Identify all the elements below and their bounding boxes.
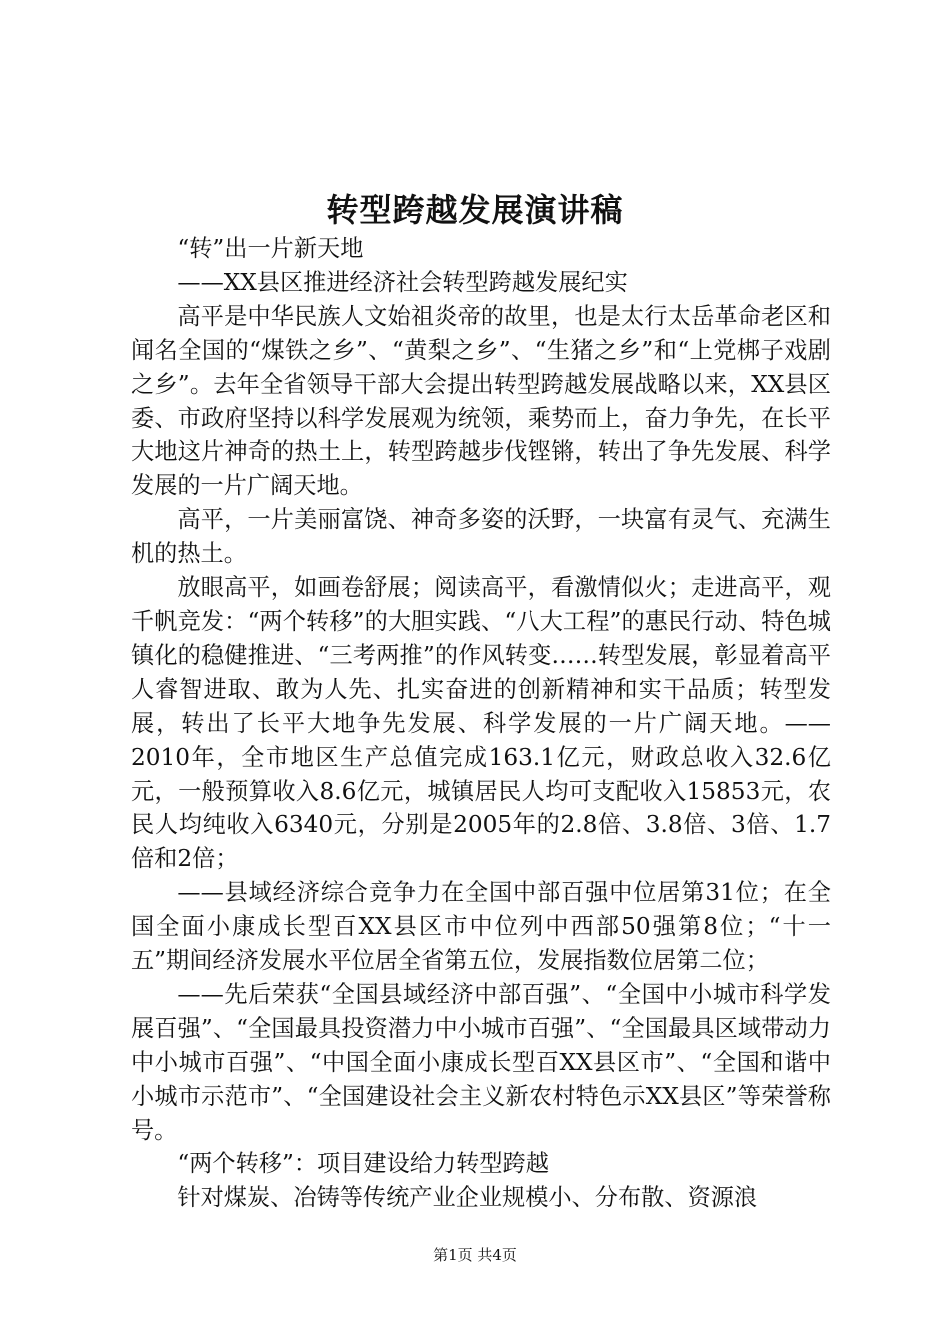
paragraph: ——县域经济综合竞争力在全国中部百强中位居第31位；在全国全面小康成长型百XX县区市中位列中西部50强第8位；“十一五”期间经济发展水平位居全省第五位，发展指数位居第二位； bbox=[131, 879, 831, 975]
paragraph: ——先后荣获“全国县域经济中部百强”、“全国中小城市科学发展百强”、“全国最具投资潜力中小城市百强”、“全国最具区域带动力中小城市百强”、“中国全面小康成长型百XX县区市”、“全国和谐中小城市示范市”、“全国建设社会主义新农村特色示XX县区”等荣誉称号。 bbox=[131, 980, 831, 1144]
paragraph: 高平，一片美丽富饶、神奇多姿的沃野，一块富有灵气、充满生机的热土。 bbox=[131, 506, 831, 568]
paragraph: 放眼高平，如画卷舒展；阅读高平，看激情似火；走进高平，观千帆竞发：“两个转移”的大胆实践、“八大工程”的惠民行动、特色城镇化的稳健推进、“三考两推”的作风转变……转型发展，彰显着高平人睿智进取、敢为人先、扎实奋进的创新精神和实干品质；转型发展，转出了长平大地争先发展、科学发展的一片广阔天地。——2010年，全市地区生产总值完成163.1亿元，财政总收入32.6亿元，一般预算收入8.6亿元，城镇居民人均可支配收入15853元，农民人均纯收入6340元，分别是2005年的2.8倍、3.8倍、3倍、1.7倍和2倍； bbox=[131, 574, 831, 873]
paragraph-subheading: ——XX县区推进经济社会转型跨越发展纪实 bbox=[177, 268, 628, 296]
paragraph-section-heading: “两个转移”：项目建设给力转型跨越 bbox=[177, 1150, 549, 1178]
paragraph: 高平是中华民族人文始祖炎帝的故里，也是太行太岳革命老区和闻名全国的“煤铁之乡”、“黄梨之乡”、“生猪之乡”和“上党梆子戏剧之乡”。去年全省领导干部大会提出转型跨越发展战略以来，XX县区委、市政府坚持以科学发展观为统领，乘势而上，奋力争先，在长平大地这片神奇的热土上，转型跨越步伐铿锵，转出了争先发展、科学发展的一片广阔天地。 bbox=[131, 302, 831, 500]
document-body bbox=[131, 232, 831, 1215]
paragraph-heading: “转”出一片新天地 bbox=[177, 235, 364, 262]
page-footer: 第1页 共4页 bbox=[433, 1246, 517, 1264]
document-title: 转型跨越发展演讲稿 bbox=[326, 191, 624, 229]
paragraph: 针对煤炭、冶铸等传统产业企业规模小、分布散、资源浪 bbox=[177, 1184, 758, 1212]
